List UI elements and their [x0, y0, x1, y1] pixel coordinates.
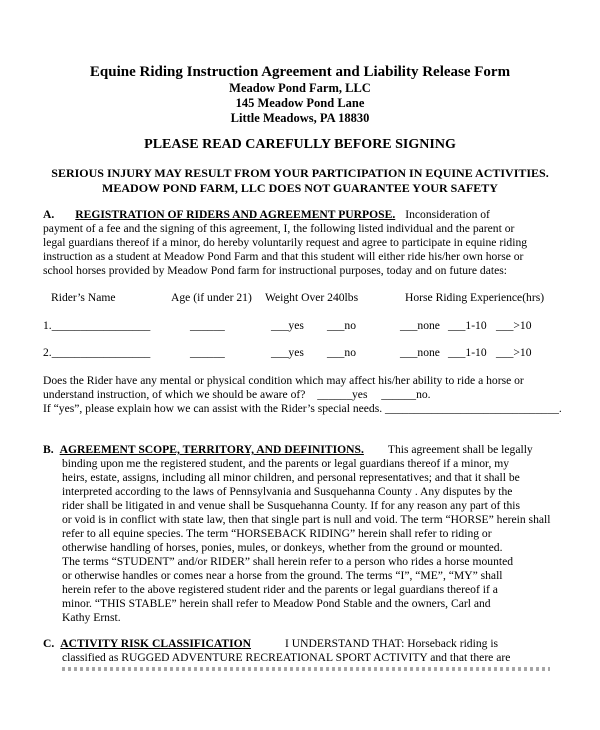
col-rider-name: Rider’s Name: [51, 291, 116, 304]
section-c-line: classified as RUGGED ADVENTURE RECREATIONAL SPORT ACTIVITY and that there are: [62, 651, 511, 664]
section-c-first-line: [43, 637, 498, 651]
section-b-line: interpreted according to the laws of Pennsylvania and Susquehanna County . Any disputes by the: [62, 485, 513, 498]
weight-yes-option[interactable]: ___yes: [271, 346, 304, 359]
rider-name-field[interactable]: _________________: [51, 319, 151, 332]
weight-yes-option[interactable]: ___yes: [271, 319, 304, 332]
section-c-letter: C.: [43, 637, 55, 650]
experience-over-10-option[interactable]: ___>10: [496, 319, 532, 332]
section-a-letter: A.: [43, 208, 55, 221]
section-b-line: The terms “STUDENT” and/or RIDER” shall herein refer to a person who rides a horse mounted: [62, 555, 514, 568]
experience-none-option[interactable]: ___none: [400, 346, 440, 359]
farm-name: Meadow Pond Farm, LLC: [229, 81, 371, 95]
col-age: Age (if under 21): [171, 291, 252, 304]
row-number: 2.: [43, 346, 52, 359]
section-a-first-line: [43, 208, 490, 222]
section-b-line: rider shall be litigated in and venue shall be Susquehanna County. If for any reason any part of this: [62, 499, 521, 512]
experience-over-10-option[interactable]: ___>10: [496, 346, 532, 359]
notice-heading: PLEASE READ CAREFULLY BEFORE SIGNING: [144, 137, 456, 152]
section-b-first-line: [43, 443, 533, 457]
farm-city: Little Meadows, PA 18830: [230, 111, 370, 125]
table-row: [43, 319, 150, 333]
section-b-line: binding upon me the registered student, and the parents or legal guardians thereof if a minor, my: [62, 457, 510, 470]
form-title: Equine Riding Instruction Agreement and Liability Release Form: [89, 64, 511, 80]
experience-1-10-option[interactable]: ___1-10: [448, 346, 487, 359]
warning-line-1: SERIOUS INJURY MAY RESULT FROM YOUR PARTICIPATION IN EQUINE ACTIVITIES.: [51, 166, 549, 180]
age-field[interactable]: ______: [190, 346, 225, 359]
col-experience: Horse Riding Experience(hrs): [405, 291, 545, 304]
weight-no-option[interactable]: ___no: [327, 319, 356, 332]
section-b-heading: AGREEMENT SCOPE, TERRITORY, AND DEFINITIONS.: [59, 443, 364, 456]
farm-street: 145 Meadow Pond Lane: [235, 96, 365, 110]
section-b-line: otherwise handling of horses, ponies, mules, or donkeys, whether from the ground or mounted.: [62, 541, 503, 554]
section-c-heading: ACTIVITY RISK CLASSIFICATION: [60, 637, 251, 650]
table-row: [43, 346, 150, 360]
section-b-intro: This agreement shall be legally: [387, 443, 533, 456]
cut-off-text-line: [62, 667, 550, 671]
section-a-heading: REGISTRATION OF RIDERS AND AGREEMENT PURPOSE.: [75, 208, 396, 221]
experience-1-10-option[interactable]: ___1-10: [448, 319, 487, 332]
condition-prompt: understand instruction, of which we should be aware of?: [43, 388, 306, 401]
col-weight: Weight Over 240lbs: [265, 291, 359, 304]
section-b-line: heirs, estate, assigns, including all minor children, and personal representatives; and that it shall be: [62, 471, 520, 484]
warning-line-2: MEADOW POND FARM, LLC DOES NOT GUARANTEE YOUR SAFETY: [102, 181, 498, 195]
section-a-intro: Inconsideration of: [405, 208, 490, 221]
weight-no-option[interactable]: ___no: [327, 346, 356, 359]
section-a-line: legal guardians thereof if a minor, do hereby voluntarily request and agree to participate in equine riding: [43, 236, 528, 249]
special-needs-explanation[interactable]: If “yes”, please explain how we can assist with the Rider’s special needs. ______________________________.: [43, 402, 562, 415]
section-b-line: minor. “THIS STABLE” herein shall refer to Meadow Pond Stable and the owners, Carl and: [62, 597, 491, 610]
section-b-line: herein refer to the above registered student rider and the parents or legal guardians thereof if a: [62, 583, 498, 596]
experience-none-option[interactable]: ___none: [400, 319, 440, 332]
condition-no-option[interactable]: ______no.: [381, 388, 431, 401]
section-b-letter: B.: [43, 443, 54, 456]
condition-question-line-2: [43, 388, 431, 402]
section-a-line: school horses provided by Meadow Pond farm for instructional purposes, today and on future dates:: [43, 264, 507, 277]
section-c-intro: I UNDERSTAND THAT: Horseback riding is: [284, 637, 499, 650]
age-field[interactable]: ______: [190, 319, 225, 332]
section-b-line: or void is in conflict with state law, then that single part is null and void. The term “HORSE” herein shall: [62, 513, 551, 526]
row-number: 1.: [43, 319, 52, 332]
section-a-line: payment of a fee and the signing of this agreement, I, the following listed individual and the parent or: [43, 222, 515, 235]
section-b-line: Kathy Ernst.: [62, 611, 121, 624]
section-b-line: or otherwise handles or comes near a horse from the ground. The terms “I”, “ME”, “MY” shall: [62, 569, 503, 582]
section-a-line: instruction as a student at Meadow Pond Farm and that this student will either ride his/her own horse or: [43, 250, 524, 263]
condition-yes-option[interactable]: ______yes: [317, 388, 368, 401]
rider-name-field[interactable]: _________________: [51, 346, 151, 359]
condition-question: Does the Rider have any mental or physical condition which may affect his/her ability to ride a horse or: [43, 374, 524, 387]
section-b-line: refer to all equine species. The term “HORSEBACK RIDING” herein shall refer to riding or: [62, 527, 492, 540]
